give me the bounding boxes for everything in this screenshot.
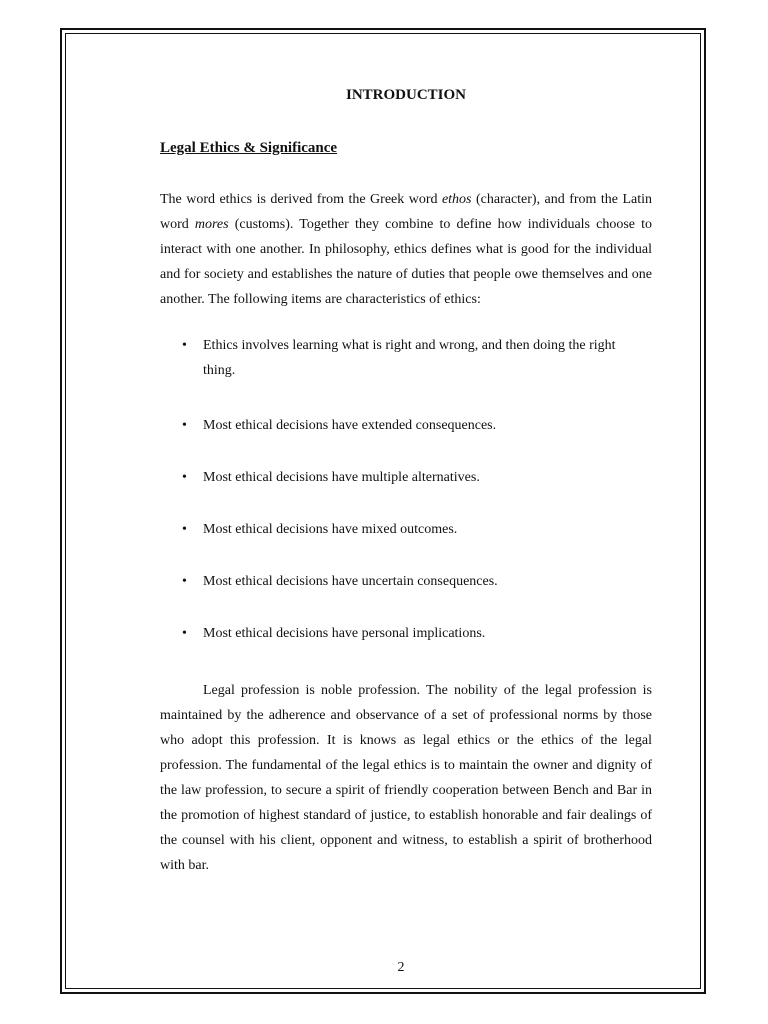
list-item	[160, 517, 623, 542]
page-number: 2	[397, 960, 405, 975]
list-item-text: Most ethical decisions have multiple alternatives.	[203, 470, 480, 485]
list-item-text: Most ethical decisions have extended consequences.	[203, 418, 497, 433]
list-item-text: Most ethical decisions have personal implications.	[203, 626, 486, 641]
intro-text-1: The word ethics is derived from the Greek word	[160, 192, 442, 207]
list-item	[160, 569, 623, 594]
list-item	[160, 413, 623, 438]
closing-paragraph: Legal profession is noble profession. The nobility of the legal profession is maintained by the adherence and observance of a set of professional norms by those who adopt this profession. It is knows as legal ethics or the ethics of the legal profession. The fundamental of the legal ethics is to maintain the owner and dignity of the law profession, to secure a spirit of friendly cooperation between Bench and Bar in the promotion of highest standard of justice, to establish honorable and fair dealings of the counsel with his client, opponent and witness, to establish a spirit of brotherhood with bar.	[160, 683, 652, 873]
document-title: INTRODUCTION	[345, 87, 466, 103]
list-item-text: Ethics involves learning what is right and wrong, and then doing the right thing.	[203, 338, 616, 378]
term-mores: mores	[194, 217, 229, 232]
intro-text-3: (customs). Together they combine to define how individuals choose to interact with one another. In philosophy, ethics defines what is good for the individual and for society and establishes the nature of duties that people owe themselves and one another. The following items are characteristics of ethics:	[160, 217, 652, 307]
intro-paragraph	[160, 187, 652, 312]
intro-text-2: (character), and from the Latin word	[160, 192, 652, 232]
list-item	[160, 621, 623, 646]
bullet-icon: •	[182, 470, 187, 485]
list-item-text: Most ethical decisions have uncertain consequences.	[203, 574, 498, 589]
term-ethos: ethos	[441, 192, 472, 207]
list-item	[160, 333, 623, 383]
bullet-icon: •	[182, 626, 187, 641]
section-heading: Legal Ethics & Significance	[160, 140, 338, 156]
bullet-icon: •	[182, 522, 187, 537]
list-item-text: Most ethical decisions have mixed outcomes.	[203, 522, 458, 537]
bullet-icon: •	[182, 418, 187, 433]
list-item	[160, 465, 623, 490]
bullet-icon: •	[182, 338, 187, 353]
ethics-characteristics-list	[160, 333, 652, 646]
bullet-icon: •	[182, 574, 187, 589]
